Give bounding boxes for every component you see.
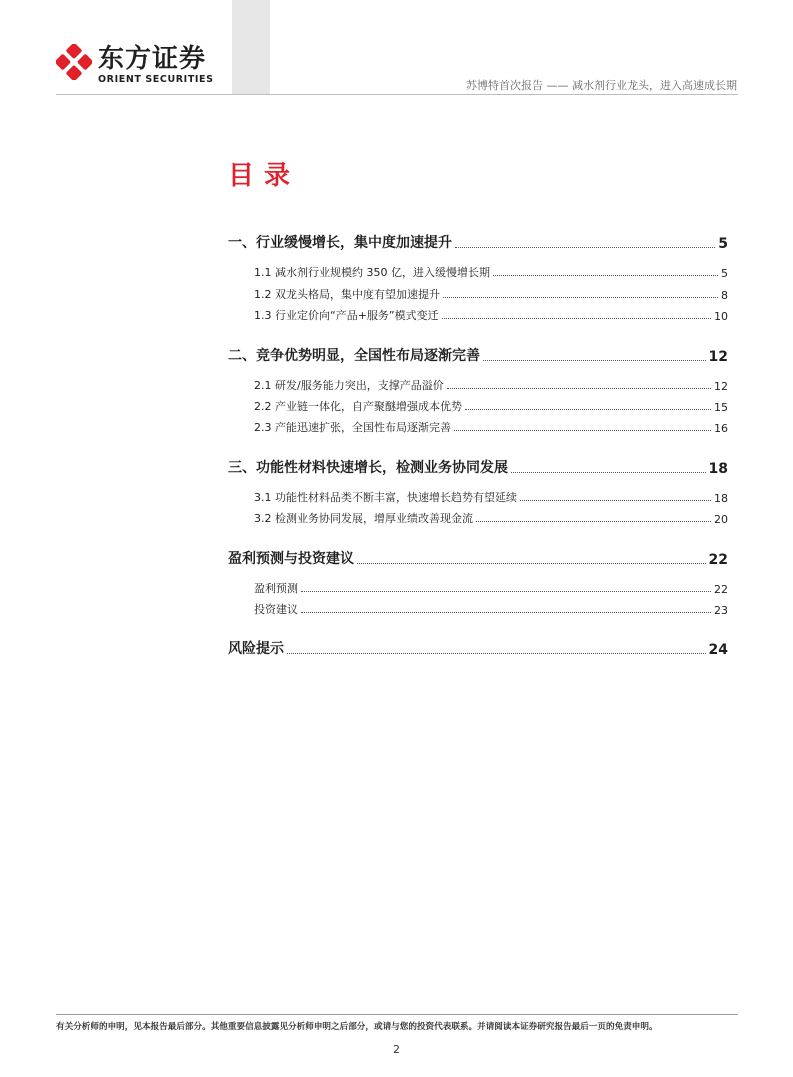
toc-subsection-1-2[interactable] [254, 286, 728, 302]
toc-label: 1.1 减水剂行业规模约 350 亿，进入缓慢增长期 [254, 266, 490, 279]
logo-mark-icon [56, 44, 92, 80]
toc-subsection-3-2[interactable] [254, 510, 728, 526]
logo-chinese-name: 东方证券 [98, 44, 207, 74]
toc-label: 盈利预测 [254, 582, 298, 595]
toc-leader [301, 612, 711, 613]
toc-page: 15 [714, 401, 728, 414]
toc-section-1[interactable] [228, 232, 728, 252]
footer-divider [56, 1014, 738, 1015]
toc-page: 12 [714, 380, 728, 393]
toc-leader [357, 563, 706, 564]
toc-subsection-1-3[interactable] [254, 307, 728, 323]
toc-leader [493, 275, 718, 276]
toc-section-2[interactable] [228, 345, 728, 365]
toc-label: 2.2 产业链一体化，自产聚醚增强成本优势 [254, 400, 462, 413]
toc-label: 1.2 双龙头格局，集中度有望加速提升 [254, 288, 440, 301]
toc-page: 16 [714, 422, 728, 435]
toc-page: 20 [714, 513, 728, 526]
header-divider [56, 94, 738, 95]
toc-label: 投资建议 [254, 603, 298, 616]
toc-label: 盈利预测与投资建议 [228, 551, 354, 567]
toc-label: 三、功能性材料快速增长，检测业务协同发展 [228, 460, 508, 476]
page-number: 2 [393, 1043, 400, 1056]
toc-title: 目录 [228, 161, 301, 191]
toc-subsection-1-1[interactable] [254, 264, 728, 280]
toc-leader [301, 591, 711, 592]
toc-leader [483, 360, 706, 361]
toc-leader [511, 472, 706, 473]
toc-page: 5 [721, 267, 728, 280]
toc-leader [520, 500, 711, 501]
toc-section-3[interactable] [228, 457, 728, 477]
toc-page: 22 [708, 552, 728, 568]
report-title: 苏博特首次报告 —— 减水剂行业龙头，进入高速成长期 [466, 79, 737, 92]
toc-subsection-2-3[interactable] [254, 419, 728, 435]
toc-page: 5 [718, 236, 728, 252]
toc-label: 风险提示 [228, 641, 284, 657]
toc-page: 22 [714, 583, 728, 596]
toc-leader [455, 247, 715, 248]
toc-page: 18 [708, 461, 728, 477]
toc-page: 8 [721, 289, 728, 302]
toc-leader [447, 388, 711, 389]
toc-page: 12 [708, 349, 728, 365]
header-band [232, 0, 270, 95]
toc-section-risk[interactable] [228, 638, 728, 658]
toc-page: 18 [714, 492, 728, 505]
toc-leader [442, 318, 711, 319]
toc-page: 24 [708, 642, 728, 658]
toc-leader [287, 653, 706, 654]
company-logo [56, 44, 226, 88]
toc-leader [443, 297, 718, 298]
toc-label: 2.3 产能迅速扩张，全国性布局逐渐完善 [254, 421, 451, 434]
toc-leader [476, 521, 711, 522]
footer-disclaimer: 有关分析师的申明，见本报告最后部分。其他重要信息披露见分析师申明之后部分，或请与您的投资代表联系。并请阅读本证券研究报告最后一页的免责申明。 [56, 1022, 658, 1032]
toc-subsection-investment[interactable] [254, 601, 728, 617]
toc-subsection-2-2[interactable] [254, 398, 728, 414]
toc-subsection-2-1[interactable] [254, 377, 728, 393]
toc-page: 23 [714, 604, 728, 617]
toc-label: 3.1 功能性材料品类不断丰富，快速增长趋势有望延续 [254, 491, 517, 504]
toc-section-forecast[interactable] [228, 548, 728, 568]
toc-label: 一、行业缓慢增长，集中度加速提升 [228, 235, 452, 251]
toc-subsection-forecast[interactable] [254, 580, 728, 596]
toc-label: 2.1 研发/服务能力突出，支撑产品溢价 [254, 379, 444, 392]
toc-subsection-3-1[interactable] [254, 489, 728, 505]
toc-label: 1.3 行业定价向“产品+服务”模式变迁 [254, 309, 439, 322]
toc-label: 3.2 检测业务协同发展，增厚业绩改善现金流 [254, 512, 473, 525]
logo-english-name: ORIENT SECURITIES [98, 74, 214, 85]
toc-leader [454, 430, 711, 431]
toc-label: 二、竞争优势明显，全国性布局逐渐完善 [228, 348, 480, 364]
toc-leader [465, 409, 711, 410]
toc-page: 10 [714, 310, 728, 323]
